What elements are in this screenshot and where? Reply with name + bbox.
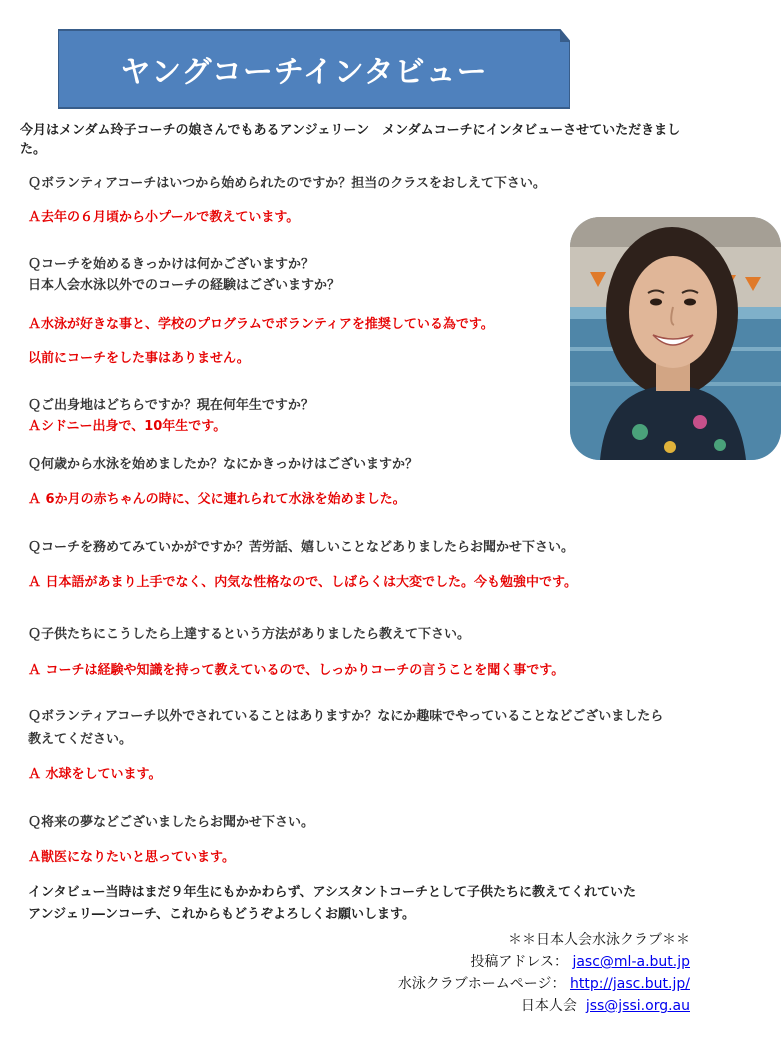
association-email-link[interactable]: jss@jssi.org.au [585,998,690,1014]
closing-line-1: インタビュー当時はまだ９年生にもかかわらず、アシスタントコーチとして子供たちに教えてくれていた [28,885,637,900]
question-8: Ｑ将来の夢などございましたらお聞かせ下さい。 [28,815,315,830]
coach-photo [570,217,781,460]
answer-2: Ａ水泳が好きな事と、学校のプログラムでボランティアを推奨している為です。 [28,317,494,332]
homepage-line [398,973,690,995]
homepage-link[interactable]: http://jasc.but.jp/ [570,976,690,992]
closing-line-2: アンジェリ―ンコーチ、これからもどうぞよろしくお願いします。 [28,907,415,922]
question-4: Ｑ何歳から水泳を始めましたか？なにかきっかけはございますか？ [28,457,419,472]
answer-2-line2: 以前にコーチをした事はありません。 [28,351,250,366]
title-banner [58,28,570,110]
answer-1: Ａ去年の６月頃から小プールで教えています。 [28,210,300,225]
page-title: ヤングコーチインタビュー [120,55,488,90]
question-1: Ｑボランティアコーチはいつから始められたのですか？担当のクラスをおしえて下さい。 [28,176,546,191]
club-name: ＊＊日本人会水泳クラブ＊＊ [508,932,690,948]
intro-text: 今月はメンダム玲子コーチの娘さんでもあるアンジェリーン メンダムコーチにインタビューさせていただきました。 [20,123,681,157]
question-7-line2: 教えてください。 [28,732,133,747]
answer-8: Ａ獣医になりたいと思っています。 [28,850,235,865]
question-2: Ｑコーチを始めるきっかけは何かございますか？ [28,257,315,272]
coach-portrait-image [570,217,781,460]
answer-3: Ａシドニー出身で、10年生です。 [28,419,227,434]
question-6: Ｑ子供たちにこうしたら上達するという方法がありましたら教えて下さい。 [28,627,471,642]
post-address-line [398,951,690,973]
question-5: Ｑコーチを務めてみていかがですか？苦労話、嬉しいことなどありましたらお聞かせ下さい。 [28,540,575,555]
post-email-link[interactable]: jasc@ml-a.but.jp [572,954,690,970]
question-7: Ｑボランティアコーチ以外でされていることはありますか？なにか趣味でやっていることなどございましたら [28,709,664,724]
homepage-label: 水泳クラブホームページ： [397,976,566,992]
association-line [398,995,690,1017]
association-label: 日本人会 [520,998,577,1014]
footer-contact [398,929,690,1017]
closing-text [28,882,728,926]
answer-5: Ａ 日本語があまり上手でなく、内気な性格なので、しばらくは大変でした。今も勉強中です。 [28,575,577,590]
answer-7: Ａ 水球をしています。 [28,767,162,782]
question-2-line2: 日本人会水泳以外でのコーチの経験はございますか？ [28,278,341,293]
question-3: Ｑご出身地はどちらですか？現在何年生ですか？ [28,398,314,413]
answer-6: Ａ コーチは経験や知識を持って教えているので、しっかりコーチの言うことを聞く事です。 [28,663,565,678]
post-address-label: 投稿アドレス： [470,954,568,970]
answer-4: Ａ 6か月の赤ちゃんの時に、父に連れられて水泳を始めました。 [28,492,406,507]
